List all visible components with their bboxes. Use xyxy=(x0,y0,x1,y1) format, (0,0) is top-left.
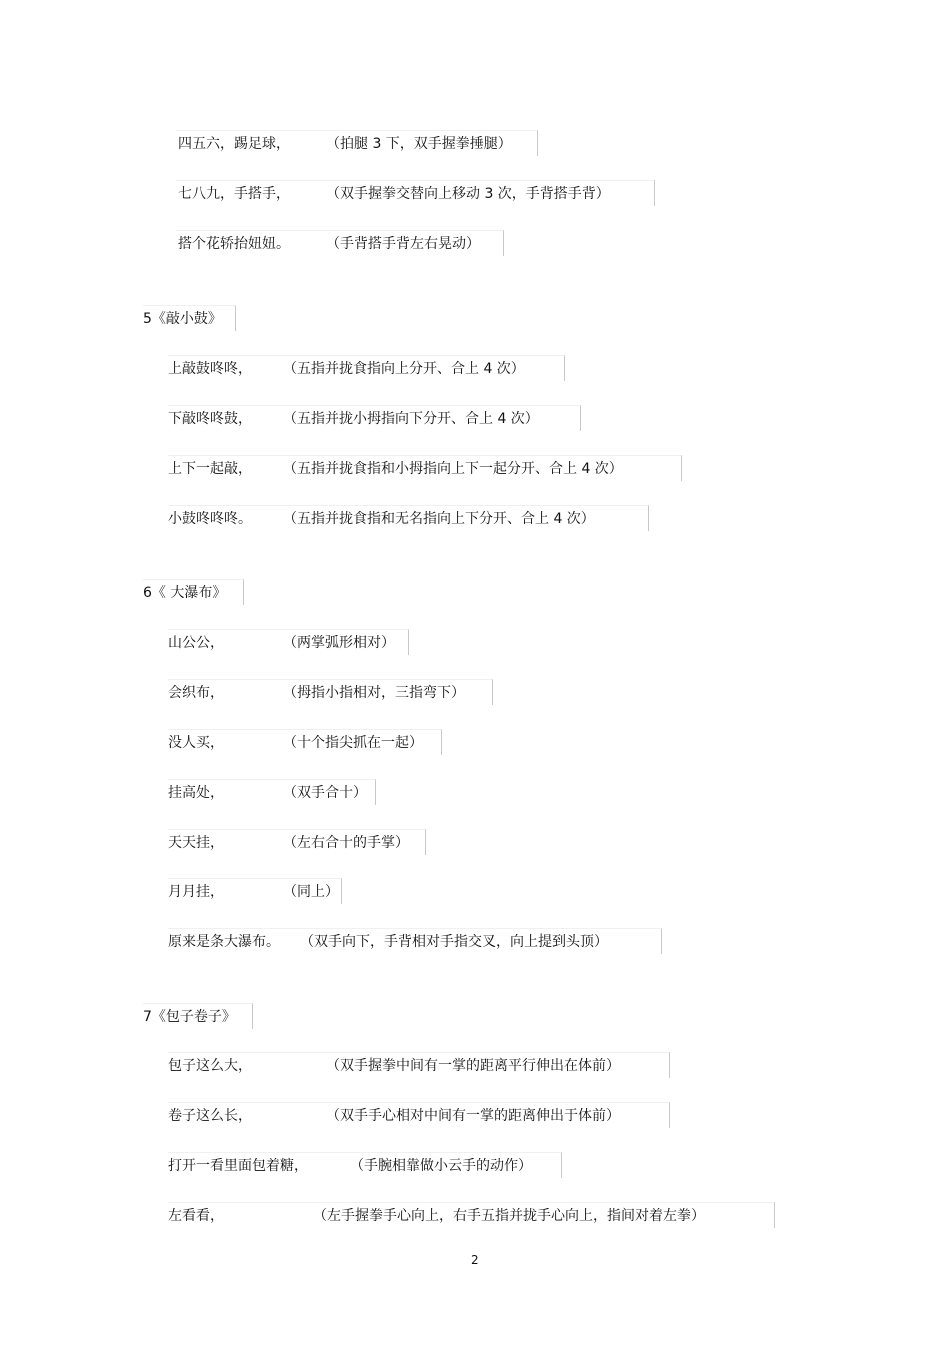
verse-lyric: 原来是条大瀑布。 xyxy=(168,934,280,950)
verse-line xyxy=(176,180,655,206)
verse-action: （五指并拢食指向上分开、合上 4 次） xyxy=(283,361,525,377)
verse-line xyxy=(168,1102,670,1128)
verse-lyric: 上下一起敲， xyxy=(168,461,252,477)
verse-line xyxy=(168,1202,775,1228)
page-number: 2 xyxy=(471,1253,479,1267)
verse-line xyxy=(168,1052,670,1078)
verse-line xyxy=(168,629,409,655)
verse-action: （双手合十） xyxy=(283,785,367,801)
verse-action: （左手握拳手心向上，右手五指并拢手心向上，指间对着左拳） xyxy=(313,1208,705,1224)
verse-line xyxy=(176,130,538,156)
verse-action: （双手握拳交替向上移动 3 次，手背搭手背） xyxy=(326,186,610,202)
section-title: 7《包子卷子》 xyxy=(143,1003,253,1029)
verse-lyric: 左看看， xyxy=(168,1208,224,1224)
verse-action: （五指并拢食指和无名指向上下分开、合上 4 次） xyxy=(283,511,595,527)
section-title: 6《 大瀑布》 xyxy=(143,579,244,605)
verse-line xyxy=(168,679,493,705)
verse-action: （双手握拳中间有一掌的距离平行伸出在体前） xyxy=(326,1058,620,1074)
verse-line xyxy=(176,230,504,256)
verse-lyric: 会织布， xyxy=(168,685,224,701)
verse-lyric: 没人买， xyxy=(168,735,224,751)
verse-action: （双手手心相对中间有一掌的距离伸出于体前） xyxy=(326,1108,620,1124)
verse-lyric: 小鼓咚咚咚。 xyxy=(168,511,252,527)
verse-line xyxy=(168,829,426,855)
verse-line xyxy=(168,455,682,481)
verse-action: （手背搭手背左右晃动） xyxy=(326,236,480,252)
verse-action: （同上） xyxy=(283,884,339,900)
verse-lyric: 搭个花轿抬妞妞。 xyxy=(178,236,290,252)
verse-lyric: 挂高处， xyxy=(168,785,224,801)
verse-action: （五指并拢小拇指向下分开、合上 4 次） xyxy=(283,411,539,427)
verse-lyric: 卷子这么长， xyxy=(168,1108,252,1124)
verse-line xyxy=(168,1152,562,1178)
verse-lyric: 下敲咚咚鼓， xyxy=(168,411,252,427)
verse-action: （两掌弧形相对） xyxy=(283,635,395,651)
verse-lyric: 天天挂， xyxy=(168,835,224,851)
verse-lyric: 月月挂， xyxy=(168,884,224,900)
verse-line xyxy=(168,779,376,805)
verse-line xyxy=(168,878,342,904)
verse-line xyxy=(168,505,649,531)
verse-line xyxy=(168,928,662,954)
verse-line xyxy=(168,405,581,431)
verse-action: （双手向下，手背相对手指交叉，向上提到头顶） xyxy=(300,934,608,950)
verse-line xyxy=(168,729,442,755)
verse-lyric: 四五六，踢足球， xyxy=(178,136,290,152)
section-title: 5《敲小鼓》 xyxy=(143,305,236,331)
verse-lyric: 上敲鼓咚咚， xyxy=(168,361,252,377)
verse-action: （五指并拢食指和小拇指向上下一起分开、合上 4 次） xyxy=(283,461,623,477)
verse-action: （左右合十的手掌） xyxy=(283,835,409,851)
verse-lyric: 打开一看里面包着糖， xyxy=(168,1158,308,1174)
verse-action: （拍腿 3 下，双手握拳捶腿） xyxy=(326,136,512,152)
verse-action: （十个指尖抓在一起） xyxy=(283,735,423,751)
verse-line xyxy=(168,355,565,381)
verse-lyric: 山公公， xyxy=(168,635,224,651)
verse-lyric: 包子这么大， xyxy=(168,1058,252,1074)
verse-action: （拇指小指相对，三指弯下） xyxy=(283,685,465,701)
verse-action: （手腕相靠做小云手的动作） xyxy=(350,1158,532,1174)
verse-lyric: 七八九，手搭手， xyxy=(178,186,290,202)
